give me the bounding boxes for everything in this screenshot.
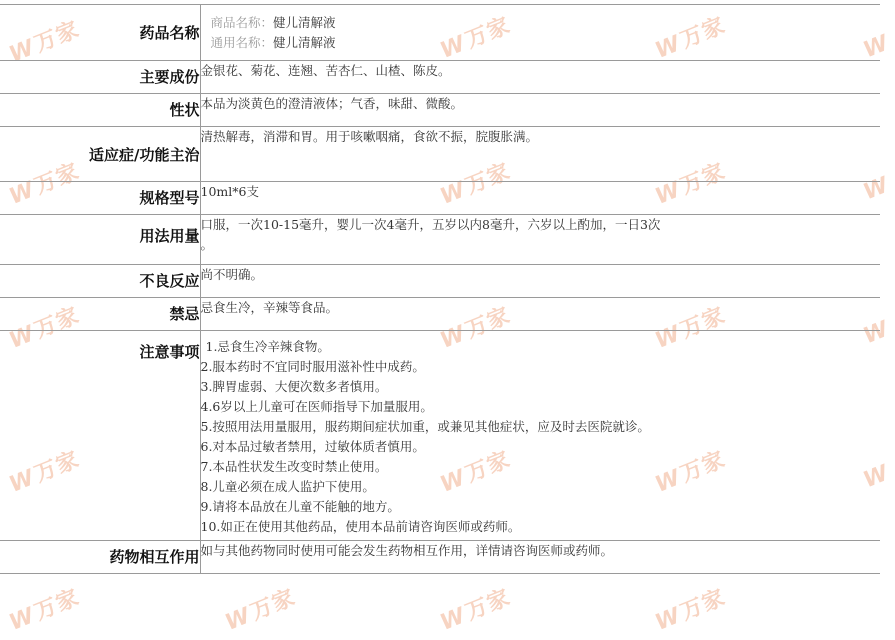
field-value-indications: 清热解毒，消滞和胃。用于咳嗽咽痛，食欲不振，脘腹胀满。 (200, 127, 880, 182)
field-label-appearance: 性状 (0, 94, 200, 127)
field-value-dosage (200, 215, 880, 265)
precaution-item: 6.对本品过敏者禁用，过敏体质者慎用。 (200, 439, 425, 454)
precaution-item: 4.6岁以上儿童可在医师指导下加量服用。 (200, 399, 433, 414)
product-name-line (211, 13, 881, 33)
table-row (0, 298, 880, 331)
dosage-text-tail: 。 (200, 237, 214, 252)
precaution-item: 5.按照用法用量服用，服药期间症状加重，或兼见其他症状，应及时去医院就诊。 (200, 419, 650, 434)
table-row (0, 331, 880, 541)
precaution-item: 1.忌食生冷辛辣食物。 (205, 339, 330, 354)
product-name-label: 商品名称： (210, 15, 274, 30)
field-value-specification: 10ml*6支 (200, 182, 880, 215)
watermark-logo: W万家 (436, 303, 515, 354)
field-value-interactions: 如与其他药物同时使用可能会发生药物相互作用，详情请咨询医师或药师。 (200, 541, 880, 574)
table-row (0, 541, 880, 574)
field-value-appearance: 本品为淡黄色的澄清液体；气香，味甜、微酸。 (200, 94, 880, 127)
field-label-drug-name: 药品名称 (0, 5, 200, 61)
field-value-precautions (200, 331, 880, 541)
watermark-logo: W万家 (5, 585, 84, 636)
field-label-indications: 适应症/功能主治 (0, 127, 200, 182)
table-row (0, 127, 880, 182)
table-row (0, 94, 880, 127)
field-label-precautions: 注意事项 (0, 331, 200, 541)
watermark-logo: W万家 (436, 159, 515, 210)
field-value-adverse-reactions: 尚不明确。 (200, 265, 880, 298)
precaution-item: 3.脾胃虚弱、大便次数多者慎用。 (200, 379, 388, 394)
field-label-interactions: 药物相互作用 (0, 541, 200, 574)
field-label-ingredients: 主要成份 (0, 61, 200, 94)
field-value-drug-name (200, 5, 880, 61)
watermark-logo: W (860, 30, 893, 64)
product-name: 健儿清解液 (273, 15, 336, 30)
precaution-item: 10.如正在使用其他药品，使用本品前请咨询医师或药师。 (200, 519, 521, 534)
generic-name: 健儿清解液 (273, 35, 336, 50)
watermark-logo: W万家 (436, 585, 515, 636)
field-value-ingredients: 金银花、菊花、连翘、苦杏仁、山楂、陈皮。 (200, 61, 880, 94)
field-label-dosage: 用法用量 (0, 215, 200, 265)
field-label-contraindications: 禁忌 (0, 298, 200, 331)
watermark-logo: W万家 (651, 585, 730, 636)
watermark-logo: W万家 (651, 447, 730, 498)
watermark-logo: W万家 (651, 159, 730, 210)
table-row (0, 61, 880, 94)
field-value-contraindications: 忌食生冷，辛辣等食品。 (200, 298, 880, 331)
precaution-item: 9.请将本品放在儿童不能触的地方。 (200, 499, 400, 514)
watermark-logo: W万家 (221, 585, 300, 636)
watermark-logo: W万家 (5, 447, 84, 498)
dosage-text: 口服，一次10-15毫升，婴儿一次4毫升，五岁以内8毫升，六岁以上酌加，一日3次 (200, 217, 661, 232)
watermark-logo: W (860, 316, 893, 350)
field-label-specification: 规格型号 (0, 182, 200, 215)
watermark-logo: W万家 (436, 13, 515, 64)
table-row (0, 182, 880, 215)
table-row (0, 5, 880, 61)
watermark-logo: W (860, 460, 893, 494)
precaution-item: 8.儿童必须在成人监护下使用。 (200, 479, 375, 494)
watermark-logo: W万家 (651, 13, 730, 64)
watermark-logo: W万家 (5, 17, 84, 68)
watermark-logo: W万家 (5, 303, 84, 354)
generic-name-label: 通用名称： (210, 35, 274, 50)
watermark-logo: W万家 (436, 447, 515, 498)
precaution-item: 7.本品性状发生改变时禁止使用。 (200, 459, 388, 474)
field-label-adverse-reactions: 不良反应 (0, 265, 200, 298)
watermark-logo: W (860, 172, 893, 206)
table-row (0, 265, 880, 298)
generic-name-line (211, 33, 881, 53)
watermark-logo: W万家 (651, 303, 730, 354)
precaution-item: 2.服本药时不宜同时服用滋补性中成药。 (200, 359, 425, 374)
table-row (0, 215, 880, 265)
drug-spec-table (0, 4, 880, 574)
watermark-logo: W万家 (5, 159, 84, 210)
